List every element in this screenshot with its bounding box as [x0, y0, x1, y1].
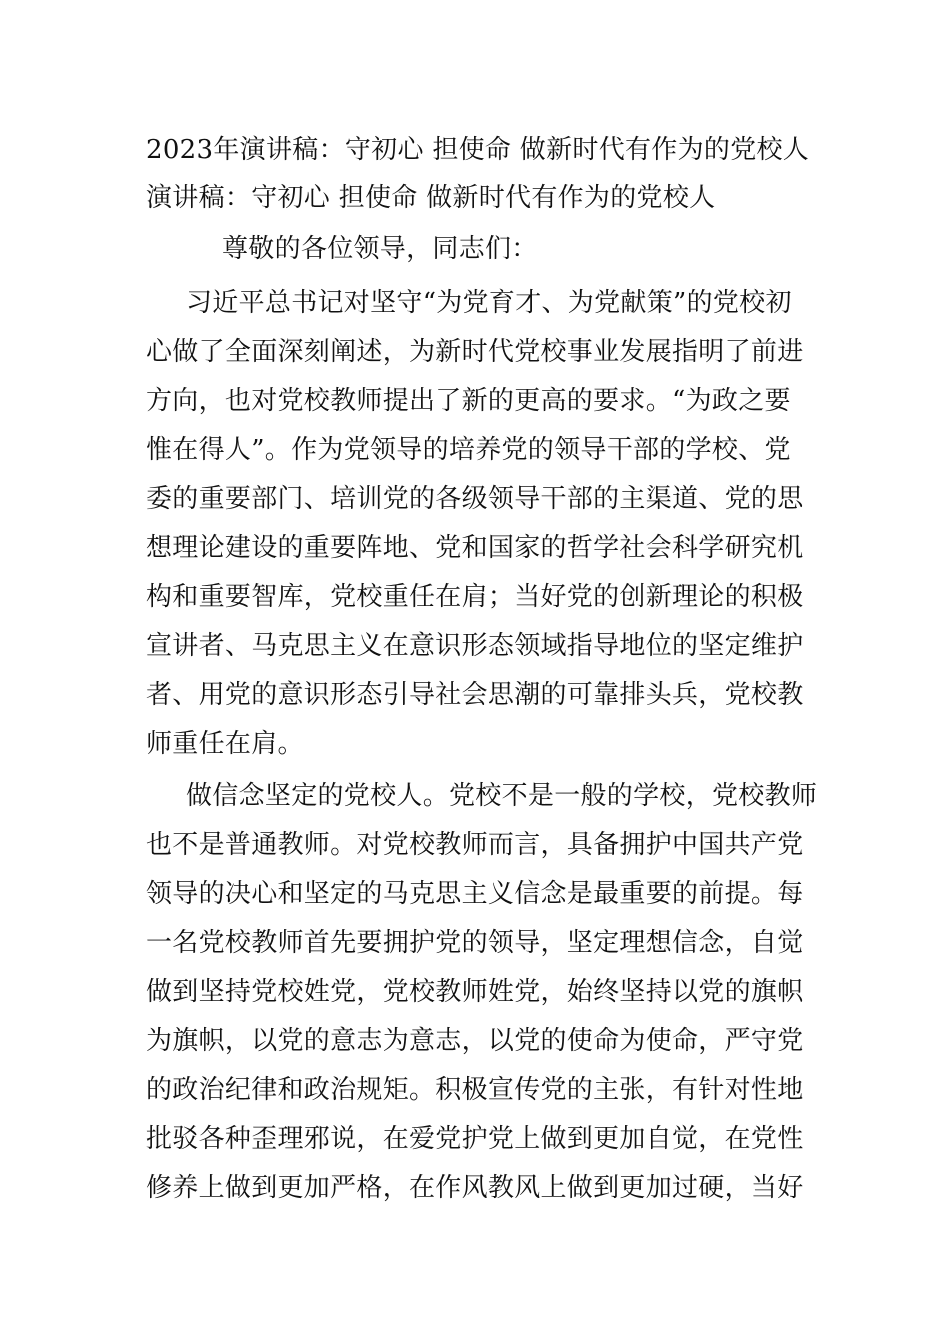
paragraph-1-line: 方向，也对党校教师提出了新的更高的要求。“为政之要: [146, 386, 791, 416]
paragraph-1-line: 师重任在肩。: [146, 729, 304, 759]
document-subtitle: 演讲稿：守初心 担使命 做新时代有作为的党校人: [146, 183, 716, 213]
paragraph-2-line: 批驳各种歪理邪说，在爱党护党上做到更加自觉，在党性: [146, 1124, 804, 1154]
paragraph-1-line: 习近平总书记对坚守“为党育才、为党献策”的党校初: [186, 288, 792, 318]
paragraph-2-line: 修养上做到更加严格，在作风教风上做到更加过硬，当好: [146, 1173, 804, 1203]
paragraph-2-line: 做信念坚定的党校人。党校不是一般的学校，党校教师: [186, 781, 818, 811]
paragraph-2-line: 领导的决心和坚定的马克思主义信念是最重要的前提。每: [146, 879, 804, 909]
paragraph-1-line: 委的重要部门、培训党的各级领导干部的主渠道、党的思: [146, 484, 804, 514]
paragraph-2-line: 的政治纪律和政治规矩。积极宣传党的主张，有针对性地: [146, 1075, 804, 1105]
document-title: 2023年演讲稿：守初心 担使命 做新时代有作为的党校人: [146, 135, 810, 165]
paragraph-1-line: 想理论建设的重要阵地、党和国家的哲学社会科学研究机: [146, 533, 804, 563]
paragraph-1-line: 者、用党的意识形态引导社会思潮的可靠排头兵，党校教: [146, 680, 804, 710]
paragraph-1-line: 惟在得人”。作为党领导的培养党的领导干部的学校、党: [146, 435, 791, 465]
paragraph-2-line: 为旗帜，以党的意志为意志，以党的使命为使命，严守党: [146, 1026, 804, 1056]
paragraph-1-line: 宣讲者、马克思主义在意识形态领域指导地位的坚定维护: [146, 631, 804, 661]
paragraph-2-line: 也不是普通教师。对党校教师而言，具备拥护中国共产党: [146, 830, 804, 860]
paragraph-1-line: 构和重要智库，党校重任在肩；当好党的创新理论的积极: [146, 582, 804, 612]
greeting: 尊敬的各位领导，同志们：: [222, 234, 538, 264]
paragraph-2-line: 做到坚持党校姓党，党校教师姓党，始终坚持以党的旗帜: [146, 977, 804, 1007]
paragraph-1-line: 心做了全面深刻阐述，为新时代党校事业发展指明了前进: [146, 337, 804, 367]
paragraph-2-line: 一名党校教师首先要拥护党的领导，坚定理想信念，自觉: [146, 928, 804, 958]
